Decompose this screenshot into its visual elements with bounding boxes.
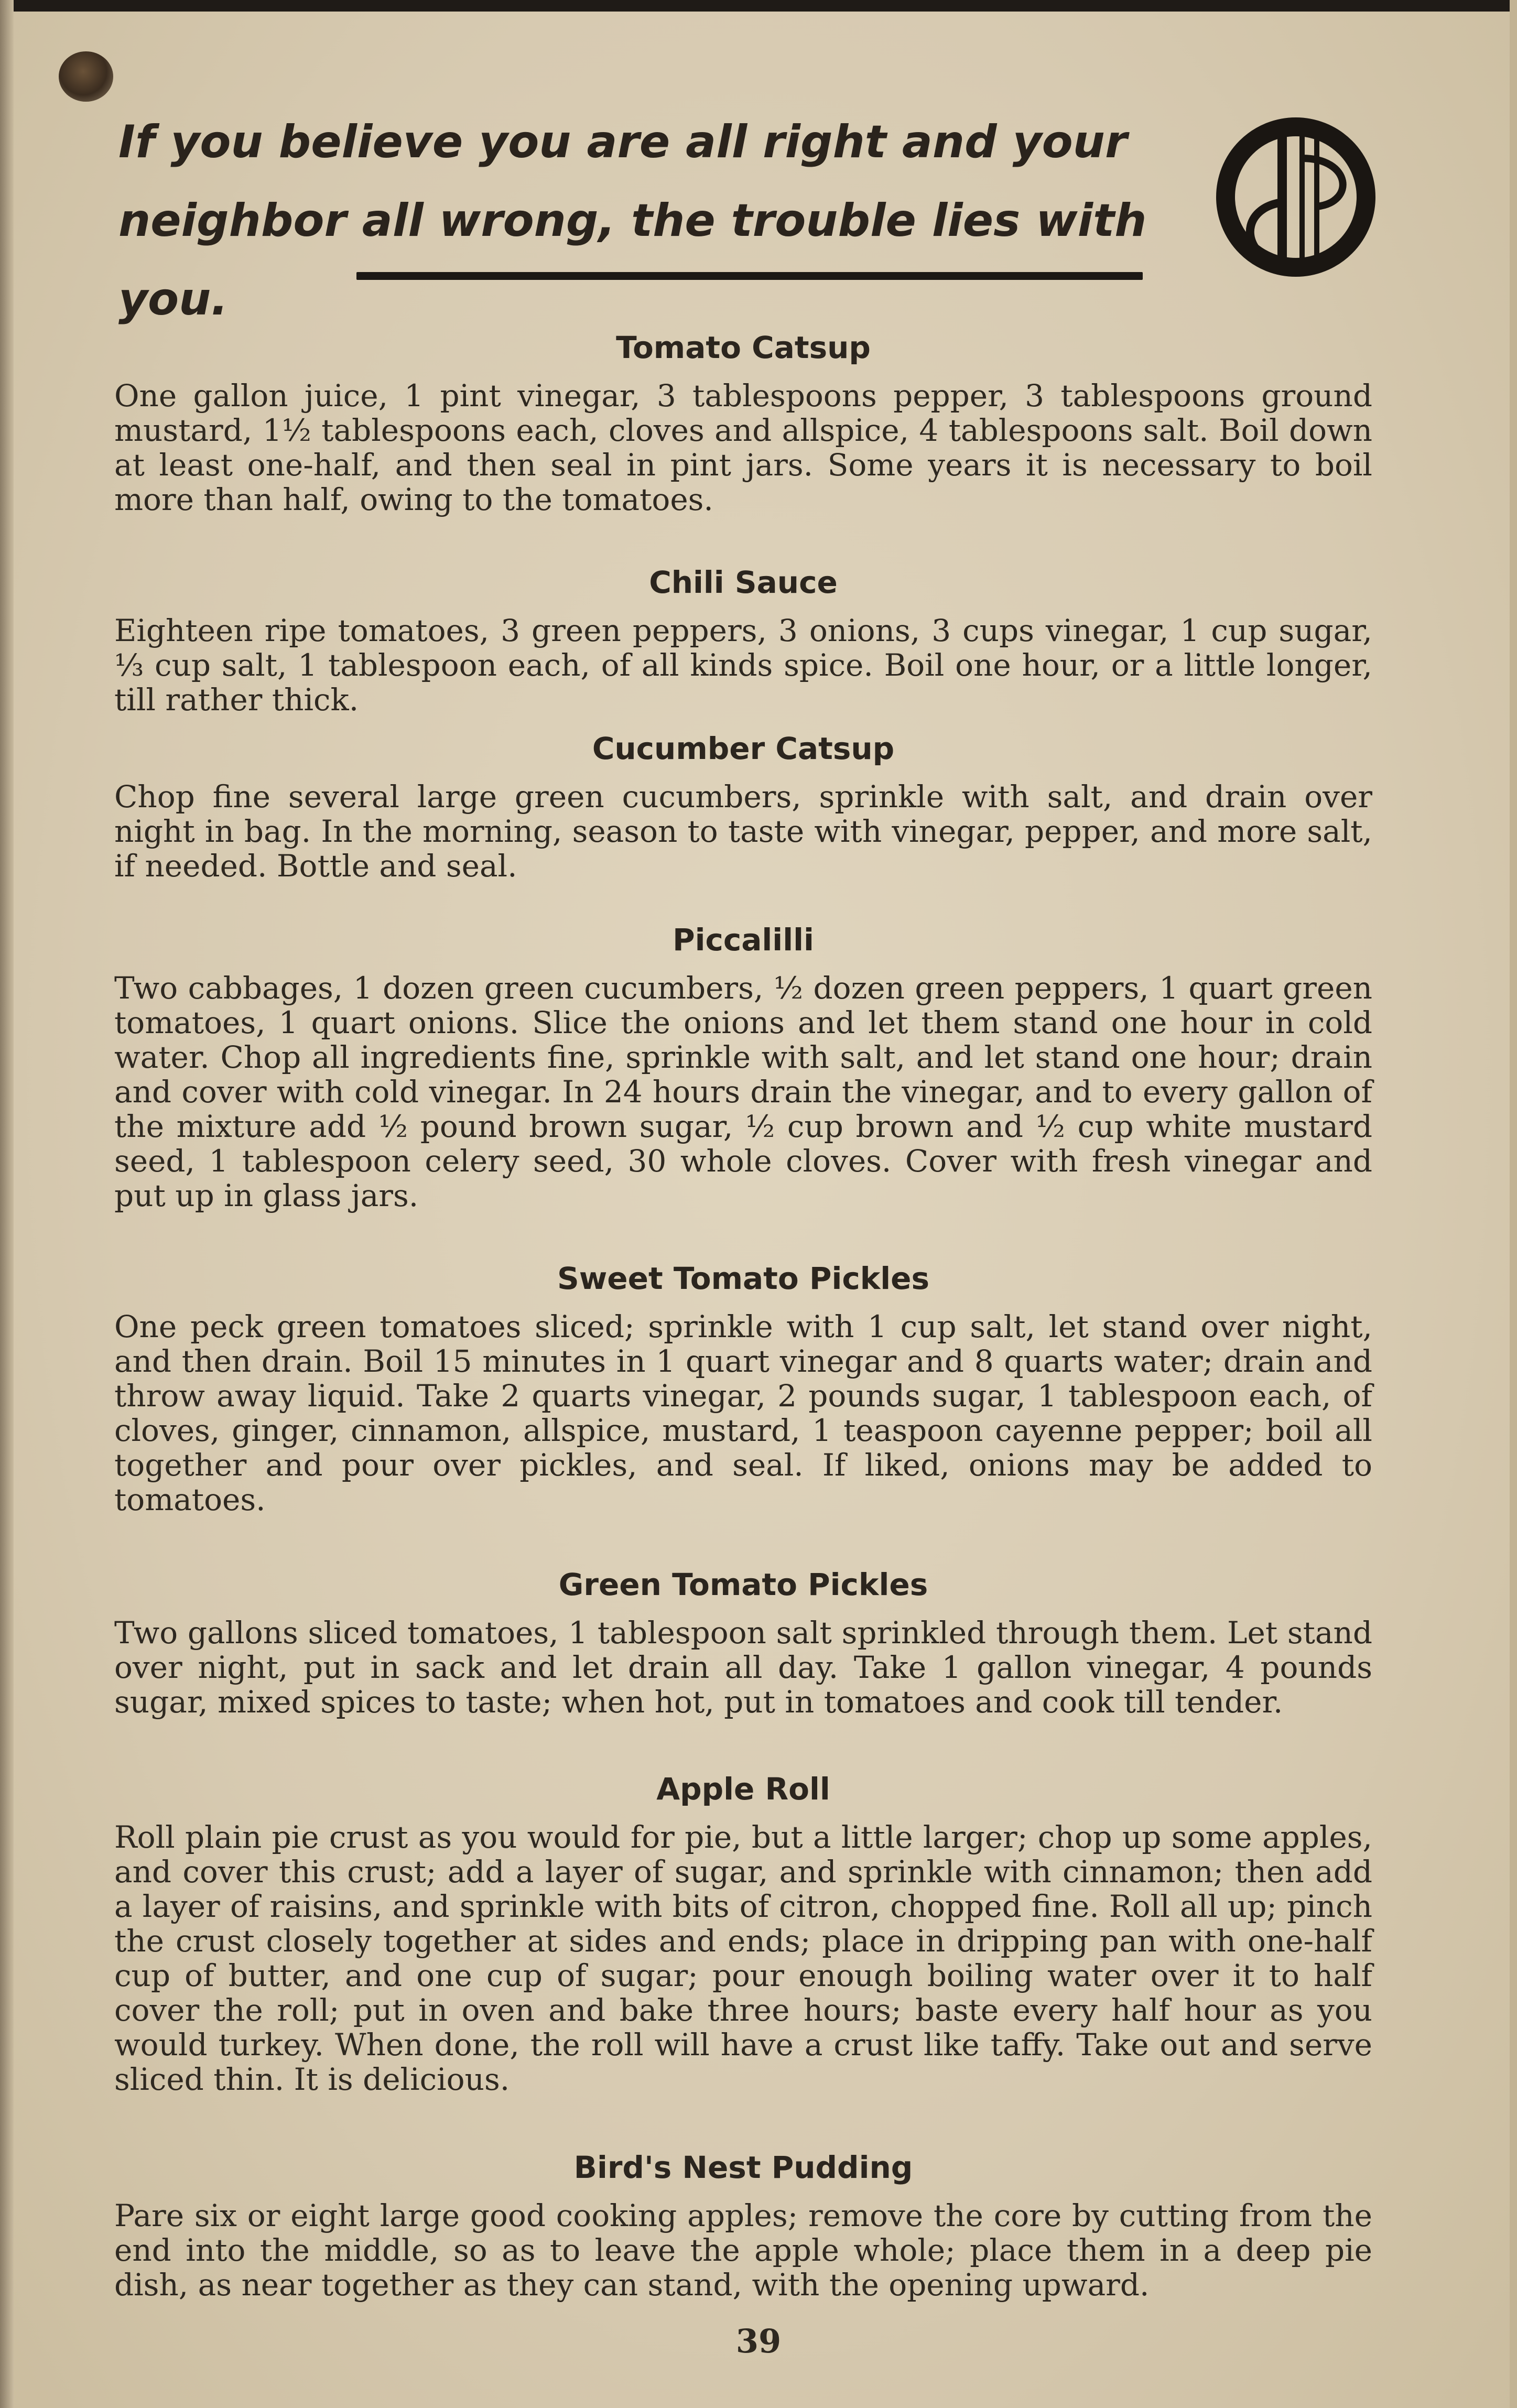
recipe-body: Roll plain pie crust as you would for pie, but a little larger; chop up some apples, and cover this crust; add a layer of sugar, and sprinkle with cinnamon; then add a layer of raisins, and sprinkle with bits of citron, chopped fine. Roll all up; pinch the crust closely together at sides and ends; place in dripping pan with one-half cup of butter, and one cup of sugar; pour enough boiling water over it to half cover the roll; put in oven and bake three hours; baste every half hour as you would turkey. When done, the roll will have a crust like taffy. Take out and serve sliced thin. It is delicious. [114, 1819, 1372, 2097]
recipe-body: Two cabbages, 1 dozen green cucumbers, ½ dozen green peppers, 1 quart green tomatoes, 1 quart onions. Slice the onions and let them stand one hour in cold water. Chop all ingredients fine, sprinkle with salt, and let stand one hour; drain and cover with cold vinegar. In 24 hours drain the vinegar, and to every gallon of the mixture add ½ pound brown sugar, ½ cup brown and ½ cup white mustard seed, 1 tablespoon celery seed, 30 whole cloves. Cover with fresh vinegar and put up in glass jars. [114, 970, 1372, 1213]
recipe-title: Chili Sauce [649, 565, 838, 600]
recipe-title: Sweet Tomato Pickles [557, 1261, 930, 1296]
recipe-body: One gallon juice, 1 pint vinegar, 3 tablespoons pepper, 3 tablespoons ground mustard, 1½ tablespoons each, cloves and allspice, 4 tablespoons salt. Boil down at least one-half, and then seal in pint jars. Some years it is necessary to boil more than half, owing to the tomatoes. [114, 378, 1372, 517]
recipe-body: Pare six or eight large good cooking apples; remove the core by cutting from the end into the middle, so as to leave the apple whole; place them in a deep pie dish, as near together as they can stand, with the opening upward. [114, 2198, 1372, 2303]
recipe-cucumber-catsup [114, 730, 1372, 883]
recipe-tomato-catsup [114, 329, 1372, 517]
motto-quote: If you believe you are all right and your neighbor all wrong, the trouble lies with you. [118, 116, 1147, 326]
recipe-green-tomato-pickles [114, 1566, 1372, 1719]
recipe-body: Chop fine several large green cucumbers, sprinkle with salt, and drain over night in bag. In the morning, season to taste with vinegar, pepper, and more salt, if needed. Bottle and seal. [114, 779, 1372, 884]
page-binding-edge [0, 0, 14, 2408]
recipe-title: Green Tomato Pickles [558, 1567, 928, 1602]
header-divider [356, 272, 1143, 280]
recipe-title: Bird's Nest Pudding [573, 2150, 913, 2185]
recipe-title: Tomato Catsup [616, 330, 871, 365]
page-right-edge [1510, 0, 1517, 2408]
recipe-sweet-tomato-pickles [114, 1260, 1372, 1517]
recipe-piccalilli [114, 921, 1372, 1213]
recipe-apple-roll [114, 1771, 1372, 2097]
recipe-title: Apple Roll [656, 1771, 830, 1807]
page-number: 39 [735, 2322, 782, 2360]
page-top-edge [0, 0, 1517, 12]
recipe-body: Eighteen ripe tomatoes, 3 green peppers, 3 onions, 3 cups vinegar, 1 cup sugar, ⅓ cup salt, 1 tablespoon each, of all kinds spice. Boil one hour, or a little longer, till rather thick. [114, 613, 1372, 718]
recipe-title: Piccalilli [673, 922, 814, 958]
recipe-title: Cucumber Catsup [592, 731, 895, 766]
monogram-logo-icon [1214, 110, 1378, 284]
recipe-body: One peck green tomatoes sliced; sprinkle with 1 cup salt, let stand over night, and then drain. Boil 15 minutes in 1 quart vinegar and 8 quarts water; drain and throw away liquid. Take 2 quarts vinegar, 2 pounds sugar, 1 tablespoon each, of cloves, ginger, cinnamon, allspice, mustard, 1 teaspoon cayenne pepper; boil all together and pour over pickles, and seal. If liked, onions may be added to tomatoes. [114, 1309, 1372, 1517]
binding-hole [59, 51, 113, 102]
recipe-chili-sauce [114, 564, 1372, 717]
recipe-body: Two gallons sliced tomatoes, 1 tablespoon salt sprinkled through them. Let stand over night, put in sack and let drain all day. Take 1 gallon vinegar, 4 pounds sugar, mixed spices to taste; when hot, put in tomatoes and cook till tender. [114, 1615, 1372, 1720]
recipe-birds-nest-pudding [114, 2149, 1372, 2302]
